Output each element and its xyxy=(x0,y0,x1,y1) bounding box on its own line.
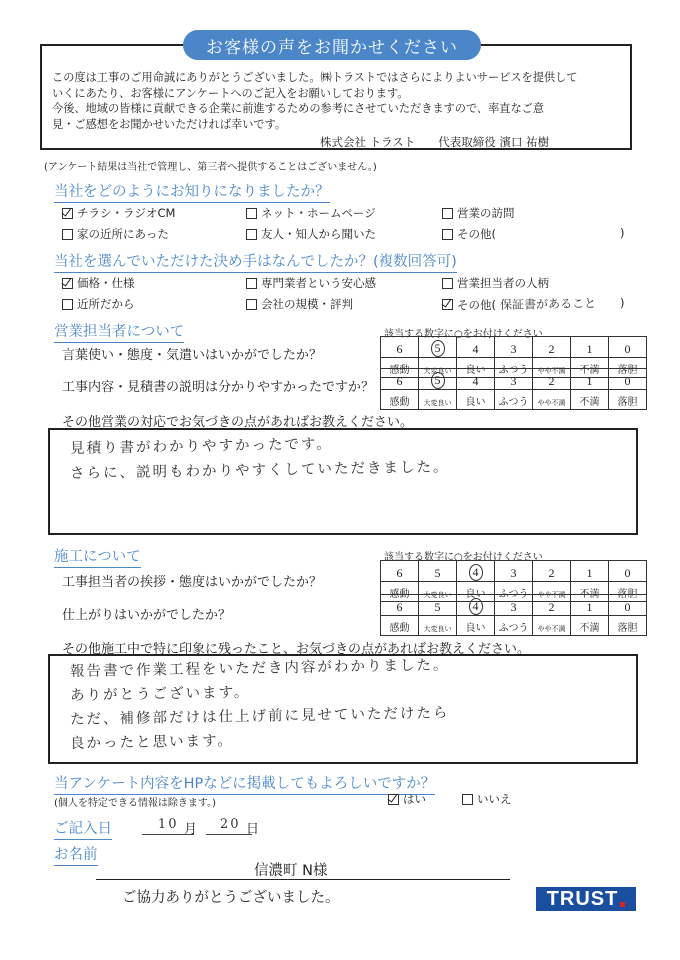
q1-title: 当社をどのようにお知りになりましたか？ xyxy=(54,180,330,203)
construction-comment-line: ただ、補修部だけは仕上げ前に見せていただけたら xyxy=(69,705,450,728)
rating-option[interactable] xyxy=(457,561,495,582)
rating-option[interactable] xyxy=(609,595,647,616)
sales-comment-line: 見積り書がわかりやすかったです。 xyxy=(69,436,333,457)
rating-label: 不満 xyxy=(579,589,600,600)
rating-option[interactable] xyxy=(419,561,457,582)
construction-comment-question: その他施工中で特に印象に残ったこと、お気づきの点があればお教えください。 xyxy=(62,642,531,657)
rating-label: 大変良い xyxy=(423,591,452,599)
publish-yes[interactable]: はい xyxy=(388,791,426,807)
rating-number: 2 xyxy=(548,341,555,356)
intro-line: この度は工事のご用命誠にありがとうございました。㈱トラストではさらによりよいサービスを提供して xyxy=(52,71,578,84)
rating-option[interactable] xyxy=(609,561,647,582)
rating-label: 大変良い xyxy=(423,625,452,633)
rating-label: ふつう xyxy=(498,623,529,634)
q2-other-text: 保証書があること xyxy=(499,296,597,312)
checkbox[interactable] xyxy=(62,229,73,240)
rating-label-cell xyxy=(533,616,571,636)
rating-number: 3 xyxy=(510,373,517,388)
paren-close: ) xyxy=(620,296,625,310)
rating-label-cell xyxy=(495,390,533,410)
checkbox[interactable] xyxy=(442,299,453,310)
construction-q2: 仕上がりはいかがでしたか？ xyxy=(62,608,232,623)
intro-line: いくにあたり、お客様にアンケートへのご記入をお願いしております。 xyxy=(52,86,409,100)
checkbox[interactable] xyxy=(442,208,453,219)
trust-logo: TRUST xyxy=(536,887,636,911)
rating-option[interactable] xyxy=(495,337,533,358)
name-underline xyxy=(96,879,510,880)
rating-option[interactable] xyxy=(609,369,647,390)
rating-option[interactable] xyxy=(381,337,419,358)
sales-q1: 言葉使い・態度・気遣いはいかがでしたか？ xyxy=(62,348,323,363)
sales-comment-question: その他営業の対応でお気づきの点があればお教えください。 xyxy=(62,415,414,430)
closing-message: ご協力ありがとうございました。 xyxy=(122,890,340,906)
rating-number: 1 xyxy=(586,565,593,580)
rating-label: ふつう xyxy=(498,365,529,376)
rating-option[interactable] xyxy=(495,595,533,616)
q1-option[interactable]: ネット・ホームページ xyxy=(246,205,376,221)
rating-option[interactable] xyxy=(533,369,571,390)
rating-label: 不満 xyxy=(579,623,600,634)
rating-scale[interactable] xyxy=(380,594,647,636)
rating-label: 感動 xyxy=(389,397,410,408)
rating-option[interactable] xyxy=(381,561,419,582)
rating-number: 2 xyxy=(548,373,555,388)
q1-option[interactable]: チラシ・ラジオCM xyxy=(62,205,175,221)
rating-number: 3 xyxy=(510,565,517,580)
rating-label-cell xyxy=(533,390,571,410)
rating-number: 1 xyxy=(586,341,593,356)
rating-label: 不満 xyxy=(579,397,600,408)
rating-option[interactable] xyxy=(457,369,495,390)
q2-option[interactable]: 会社の規模・評判 xyxy=(246,296,353,312)
rating-label: ふつう xyxy=(498,397,529,408)
rating-label: ふつう xyxy=(498,589,529,600)
q1-option[interactable]: 家の近所にあった xyxy=(62,226,169,242)
intro-line: 今後、地域の皆様に貢献できる企業に前進するための参考にさせていただきますので、率直なご意 xyxy=(52,102,545,115)
rating-option[interactable] xyxy=(571,561,609,582)
checkbox[interactable] xyxy=(246,299,257,310)
rating-option[interactable] xyxy=(457,595,495,616)
rating-number: 6 xyxy=(396,599,403,614)
rating-label-cell xyxy=(381,616,419,636)
rating-option[interactable] xyxy=(495,561,533,582)
q2-option[interactable]: その他( 保証書があること xyxy=(442,296,596,313)
publish-note: (個人を特定できる情報は除きます。) xyxy=(54,798,217,809)
rating-label: 良い xyxy=(465,365,486,376)
q2-option[interactable]: 営業担当者の人柄 xyxy=(442,275,549,291)
construction-section-title: 施工について xyxy=(54,545,141,568)
checkbox[interactable] xyxy=(246,208,257,219)
rating-number: 0 xyxy=(624,341,631,356)
rating-label-cell xyxy=(419,390,457,410)
privacy-note: (アンケート結果は当社で管理し、第三者へ提供することはございません。) xyxy=(44,162,377,173)
rating-option[interactable] xyxy=(419,595,457,616)
rating-label: 感動 xyxy=(389,623,410,634)
rating-option[interactable] xyxy=(571,369,609,390)
rating-label: 感動 xyxy=(389,365,410,376)
rating-label: 良い xyxy=(465,589,486,600)
sales-section-title: 営業担当者について xyxy=(54,320,184,343)
rating-label-cell xyxy=(457,616,495,636)
rating-option[interactable] xyxy=(495,369,533,390)
q2-option[interactable]: 専門業者という安心感 xyxy=(246,275,376,291)
rating-label-cell xyxy=(495,616,533,636)
day-unit: 日 xyxy=(246,822,260,837)
rating-label: 落胆 xyxy=(617,365,638,376)
rating-option[interactable] xyxy=(571,337,609,358)
rating-option[interactable] xyxy=(533,337,571,358)
checkbox[interactable] xyxy=(62,278,73,289)
rating-label: 落胆 xyxy=(617,397,638,408)
rating-number: 4 xyxy=(472,373,479,388)
rating-label-cell xyxy=(571,616,609,636)
rating-option[interactable] xyxy=(419,337,457,358)
construction-comment-line: 良かったと思います。 xyxy=(69,733,234,752)
rating-number: 0 xyxy=(624,599,631,614)
checkbox[interactable] xyxy=(246,229,257,240)
construction-q1: 工事担当者の挨拶・態度はいかがでしたか？ xyxy=(62,575,323,590)
rating-label: やや不満 xyxy=(537,625,566,633)
rating-option[interactable] xyxy=(571,595,609,616)
rating-label: 良い xyxy=(465,397,486,408)
rating-number: 1 xyxy=(586,599,593,614)
q2-title: 当社を選んでいただけた決め手はなんでしたか？(複数回答可) xyxy=(54,250,457,273)
rating-number: 5 xyxy=(434,599,441,614)
date-day[interactable]: 20 xyxy=(219,816,241,832)
checkbox[interactable] xyxy=(462,794,473,805)
rating-label: 不満 xyxy=(579,365,600,376)
rating-label: やや不満 xyxy=(537,591,566,599)
rating-option[interactable] xyxy=(419,369,457,390)
publish-question: 当アンケート内容をHPなどに掲載してもよろしいですか？ xyxy=(54,772,435,795)
date-label: ご記入日 xyxy=(54,817,112,840)
rating-number: 0 xyxy=(624,565,631,580)
rating-number: 4 xyxy=(472,341,479,356)
rating-number: 1 xyxy=(586,373,593,388)
intro-text xyxy=(52,70,632,132)
sales-comment-line: さらに、説明もわかりやすくしていただきました。 xyxy=(69,459,450,482)
rating-number: 3 xyxy=(510,599,517,614)
rating-number: 0 xyxy=(624,373,631,388)
survey-title: お客様の声をお聞かせください xyxy=(183,30,481,60)
name-label: お名前 xyxy=(54,843,98,866)
checkbox[interactable] xyxy=(62,208,73,219)
date-month[interactable]: 10 xyxy=(157,816,179,832)
rating-number: 4 xyxy=(469,598,483,615)
rating-option[interactable] xyxy=(533,561,571,582)
construction-comment-line: 報告書で作業工程をいただき内容がわかりました。 xyxy=(69,657,450,680)
sales-hint: 該当する数字に○をお付けください xyxy=(384,329,543,340)
rating-label-cell xyxy=(609,616,647,636)
rating-label-cell xyxy=(609,390,647,410)
q2-option[interactable]: 価格・仕様 xyxy=(62,275,135,291)
rating-option[interactable] xyxy=(533,595,571,616)
rating-number: 6 xyxy=(396,341,403,356)
construction-comment-line: ありがとうございます。 xyxy=(69,684,251,704)
rating-label-cell xyxy=(419,616,457,636)
rating-number: 5 xyxy=(434,565,441,580)
rating-label-cell xyxy=(381,390,419,410)
q1-option[interactable]: 友人・知人から聞いた xyxy=(246,226,376,242)
checkbox[interactable] xyxy=(442,229,453,240)
month-unit: 月 xyxy=(184,822,198,837)
rating-number: 6 xyxy=(396,565,403,580)
checkbox[interactable] xyxy=(388,794,399,805)
rating-label: やや不満 xyxy=(537,399,566,407)
rating-label-cell xyxy=(571,390,609,410)
rating-label: やや不満 xyxy=(537,367,566,375)
rating-number: 5 xyxy=(431,372,445,389)
q1-option[interactable]: 営業の訪問 xyxy=(442,205,515,221)
customer-name[interactable]: 信濃町 N様 xyxy=(254,863,328,879)
rating-number: 2 xyxy=(548,565,555,580)
rating-number: 6 xyxy=(396,373,403,388)
rating-option[interactable] xyxy=(381,369,419,390)
intro-line: 見・ご感想をお聞かせいただければ幸いです。 xyxy=(52,117,287,131)
rating-number: 3 xyxy=(510,341,517,356)
construction-hint: 該当する数字に○をお付けください xyxy=(384,552,543,563)
checkbox[interactable] xyxy=(62,299,73,310)
checkbox[interactable] xyxy=(246,278,257,289)
rating-label: 大変良い xyxy=(423,399,452,407)
rating-label: 落胆 xyxy=(617,623,638,634)
rating-label: 落胆 xyxy=(617,589,638,600)
publish-no[interactable]: いいえ xyxy=(462,791,512,807)
signer: 株式会社 トラスト 代表取締役 濱口 祐樹 xyxy=(320,135,550,149)
paren-close: ) xyxy=(620,226,625,240)
rating-number: 2 xyxy=(548,599,555,614)
rating-label: 大変良い xyxy=(423,367,452,375)
rating-option[interactable] xyxy=(381,595,419,616)
rating-scale[interactable] xyxy=(380,368,647,410)
q1-option[interactable]: その他( xyxy=(442,226,496,242)
rating-label: 感動 xyxy=(389,589,410,600)
q2-option[interactable]: 近所だから xyxy=(62,296,135,312)
checkbox[interactable] xyxy=(442,278,453,289)
rating-label: 良い xyxy=(465,623,486,634)
rating-option[interactable] xyxy=(457,337,495,358)
rating-label-cell xyxy=(457,390,495,410)
rating-number: 5 xyxy=(431,340,445,357)
rating-number: 4 xyxy=(469,564,483,581)
rating-option[interactable] xyxy=(609,337,647,358)
sales-q2: 工事内容・見積書の説明は分かりやすかったですか？ xyxy=(62,380,375,395)
